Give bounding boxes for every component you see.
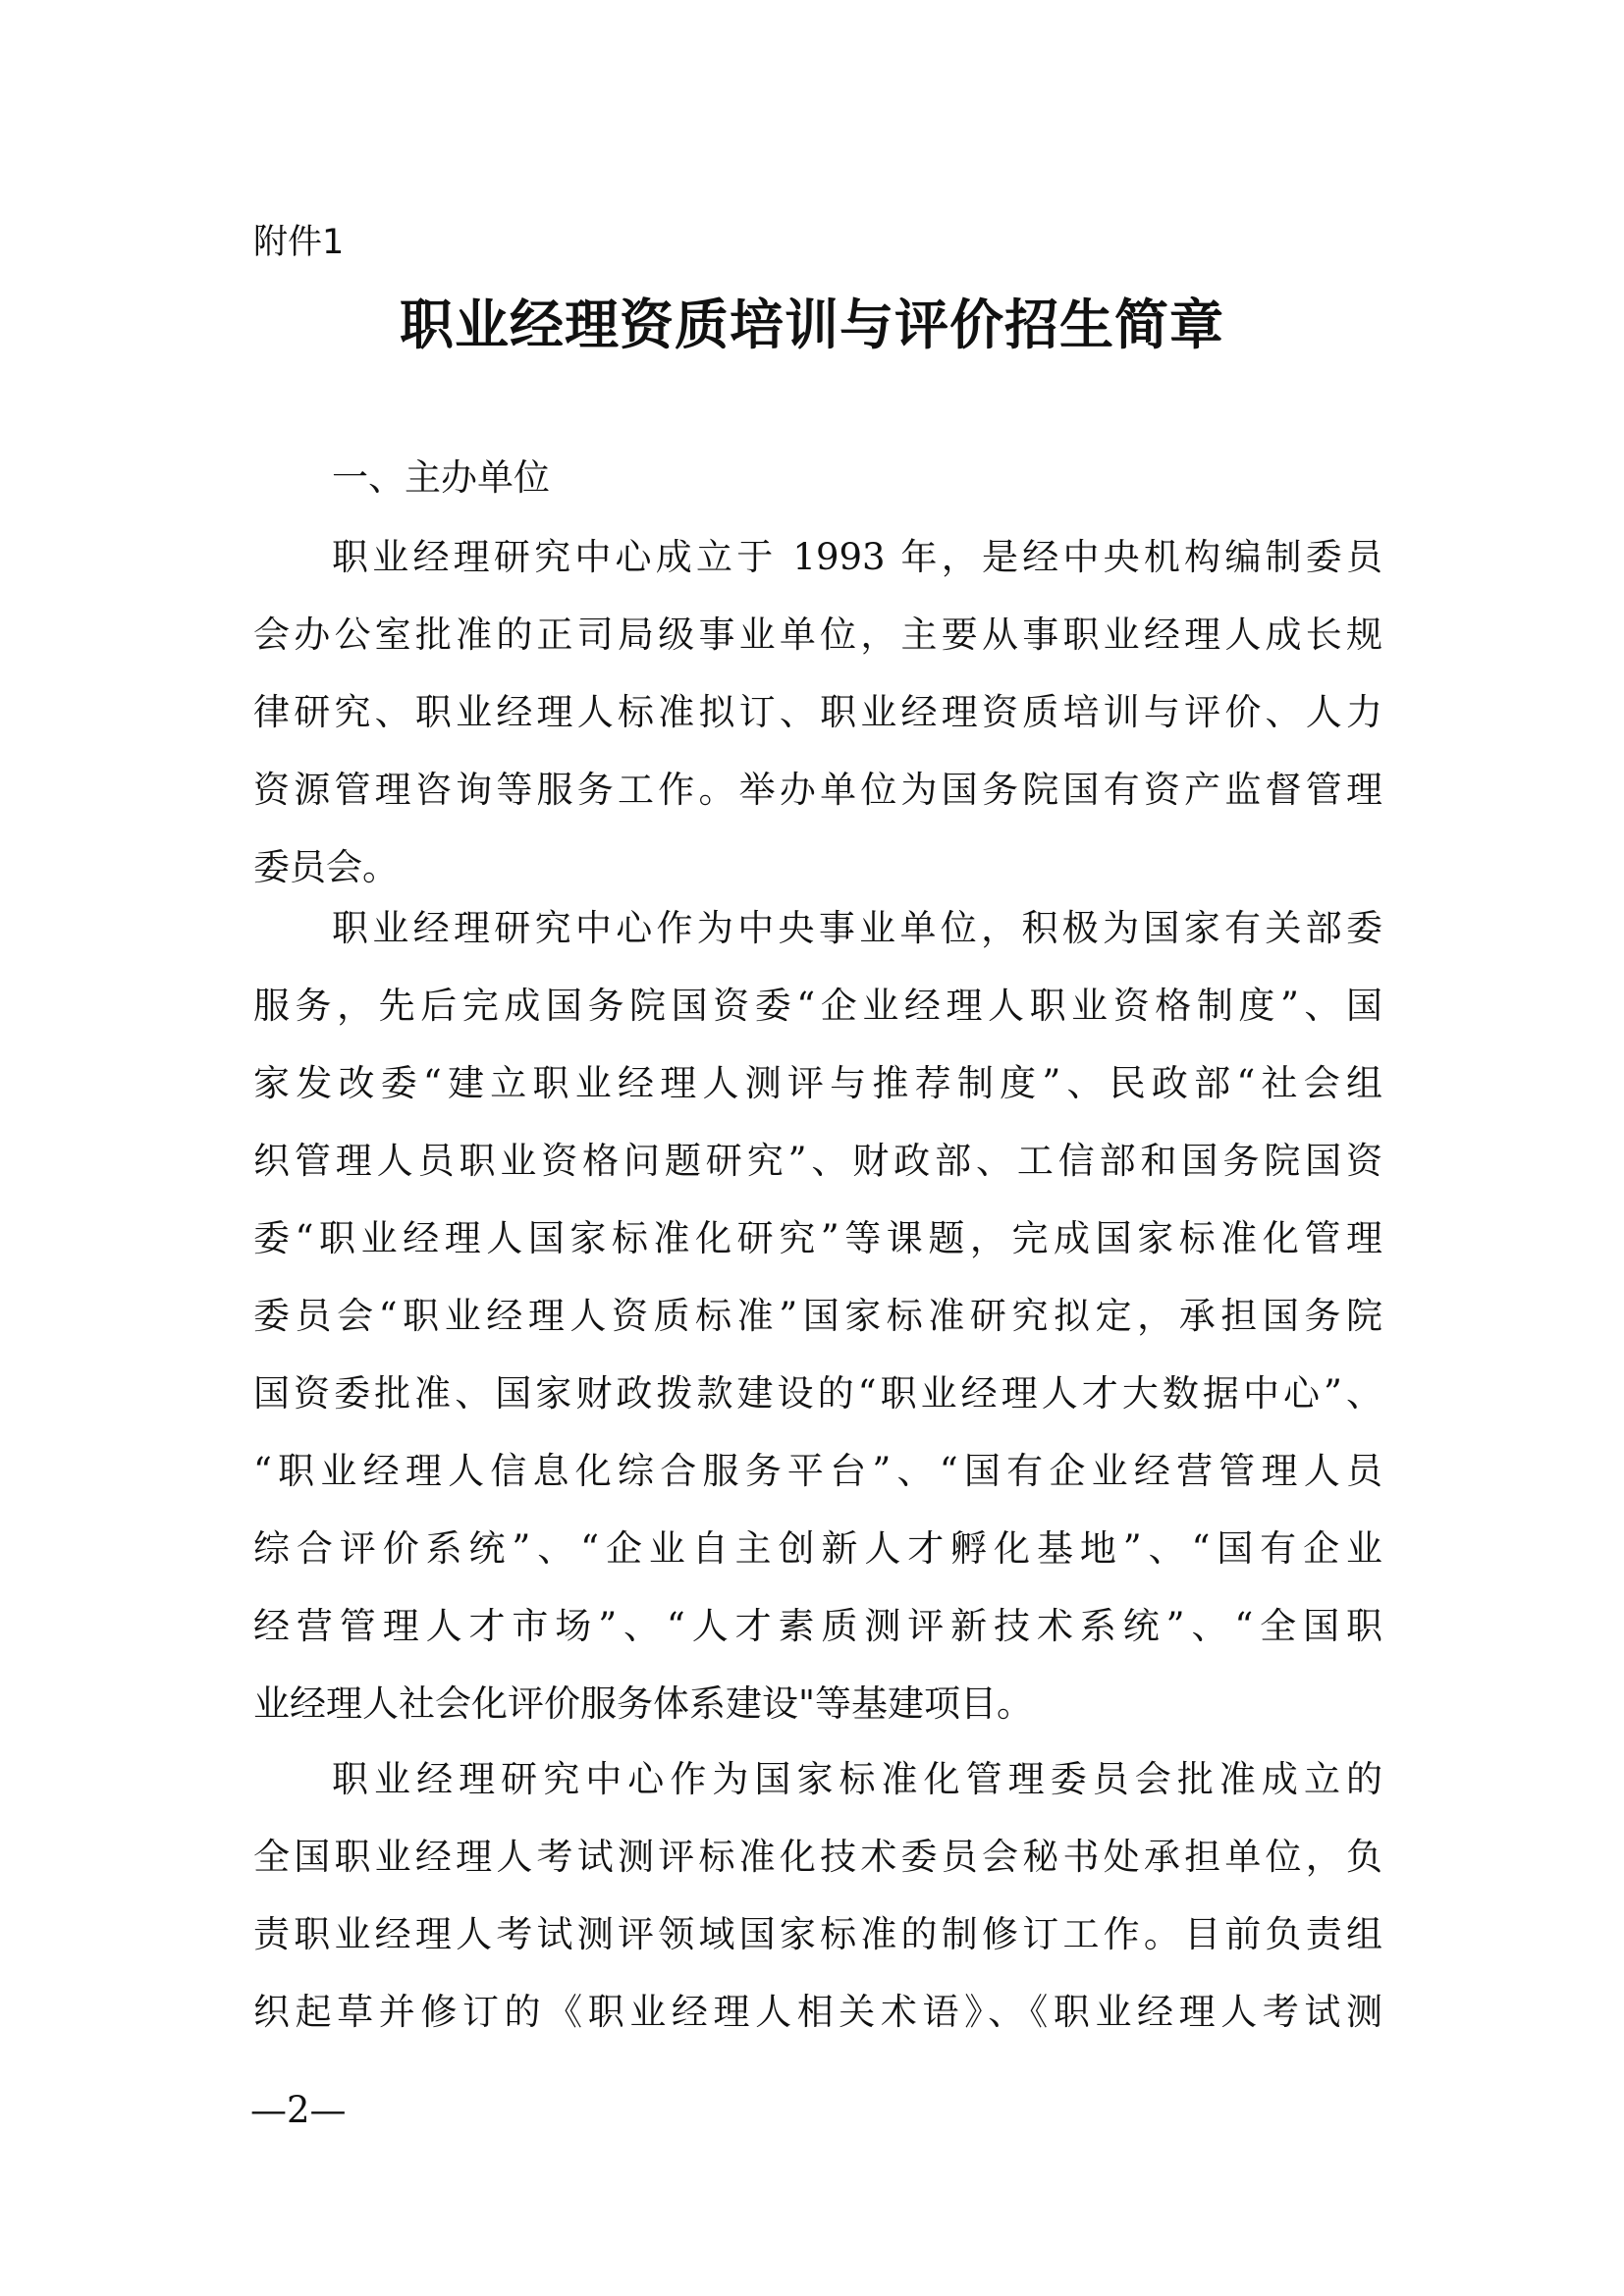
paragraph-2 — [253, 889, 1382, 1742]
text-line: 委员会。 — [253, 846, 399, 888]
paragraph-3 — [253, 1740, 1382, 2051]
text-line: “职业经理人信息化综合服务平台”、“国有企业经营管理人员 — [253, 1450, 1382, 1492]
text-line: 会办公室批准的正司局级事业单位，主要从事职业经理人成长规 — [253, 614, 1382, 656]
text-line: 委“职业经理人国家标准化研究”等课题，完成国家标准化管理 — [253, 1217, 1382, 1259]
text-line: 责职业经理人考试测评领域国家标准的制修订工作。目前负责组 — [253, 1913, 1382, 1955]
text-line: 业经理人社会化评价服务体系建设"等基建项目。 — [253, 1682, 1034, 1725]
page-number: —2— — [250, 2089, 347, 2131]
section-heading: 一、主办单位 — [332, 456, 550, 499]
text-line: 职业经理研究中心作为中央事业单位，积极为国家有关部委 — [332, 907, 1382, 949]
text-line: 资源管理咨询等服务工作。举办单位为国务院国有资产监督管理 — [253, 769, 1382, 811]
text-line: 织管理人员职业资格问题研究”、财政部、工信部和国务院国资 — [253, 1140, 1382, 1182]
text-line: 全国职业经理人考试测评标准化技术委员会秘书处承担单位，负 — [253, 1836, 1382, 1878]
paragraph-1 — [253, 518, 1382, 906]
text-line: 经营管理人才市场”、“人才素质测评新技术系统”、“全国职 — [253, 1605, 1382, 1647]
document-title: 职业经理资质培训与评价招生简章 — [399, 294, 1224, 356]
text-line: 家发改委“建立职业经理人测评与推荐制度”、民政部“社会组 — [253, 1062, 1382, 1104]
text-line: 国资委批准、国家财政拨款建设的“职业经理人才大数据中心”、 — [253, 1372, 1382, 1415]
text-line: 服务，先后完成国务院国资委“企业经理人职业资格制度”、国 — [253, 985, 1382, 1027]
text-line: 织起草并修订的《职业经理人相关术语》、《职业经理人考试测 — [253, 1991, 1382, 2033]
text-line: 职业经理研究中心作为国家标准化管理委员会批准成立的 — [332, 1758, 1382, 1800]
attachment-label: 附件1 — [253, 223, 345, 262]
text-line: 职业经理研究中心成立于 1993 年，是经中央机构编制委员 — [332, 536, 1382, 578]
text-line: 律研究、职业经理人标准拟订、职业经理资质培训与评价、人力 — [253, 691, 1382, 733]
text-line: 综合评价系统”、“企业自主创新人才孵化基地”、“国有企业 — [253, 1527, 1382, 1570]
text-line: 委员会“职业经理人资质标准”国家标准研究拟定，承担国务院 — [253, 1295, 1382, 1337]
